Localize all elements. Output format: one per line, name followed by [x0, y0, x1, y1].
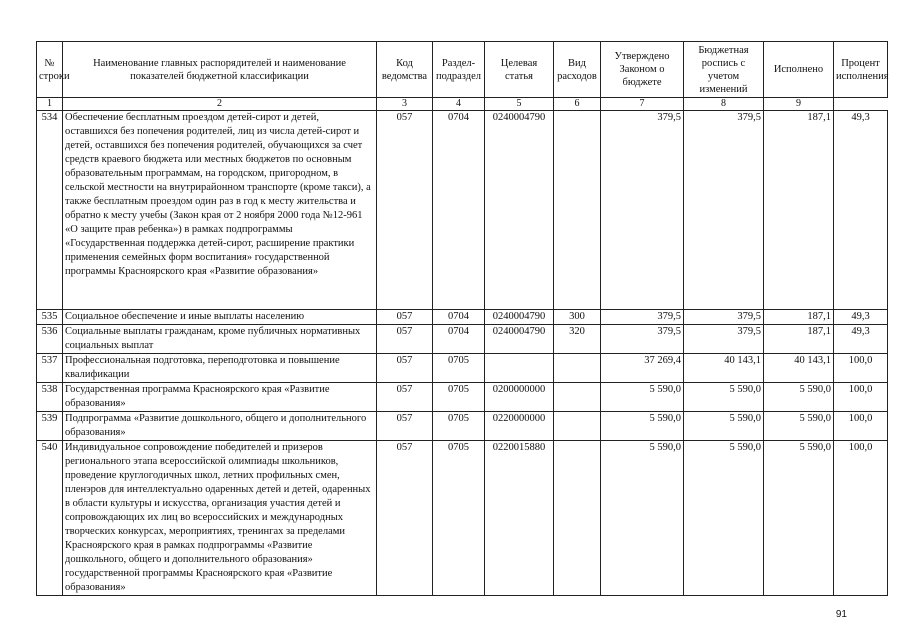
row-target-item: 0240004790: [485, 325, 554, 354]
row-target-item: [485, 354, 554, 383]
row-executed: 187,1: [764, 111, 834, 310]
row-number: 536: [37, 325, 63, 354]
header-row: [37, 42, 888, 98]
header-percent: Процент исполнения: [834, 42, 888, 98]
row-name: Профессиональная подготовка, переподготовка и повышение квалификации: [63, 354, 377, 383]
header-target-item: Целевая статья: [485, 42, 554, 98]
header-budget-schedule: Бюджетная роспись с учетом изменений: [684, 42, 764, 98]
header-expense-type: Вид расходов: [554, 42, 601, 98]
header-executed: Исполнено: [764, 42, 834, 98]
row-dept-code: 057: [377, 354, 433, 383]
page-number: 91: [835, 609, 847, 620]
header-dept-code: Код ведомства: [377, 42, 433, 98]
row-budget-schedule: 40 143,1: [684, 354, 764, 383]
table-row: [37, 111, 888, 310]
row-percent: 100,0: [834, 383, 888, 412]
row-target-item: 0220015880: [485, 441, 554, 596]
row-section: 0705: [433, 383, 485, 412]
header-name: Наименование главных распорядителей и наименование показателей бюджетной классификации: [63, 42, 377, 98]
row-number: 534: [37, 111, 63, 310]
row-budget-schedule: 379,5: [684, 325, 764, 354]
column-number: 8: [684, 98, 764, 111]
row-approved: 5 590,0: [601, 441, 684, 596]
column-number: 5: [485, 98, 554, 111]
row-expense-type: 300: [554, 310, 601, 325]
row-name: Подпрограмма «Развитие дошкольного, общего и дополнительного образования»: [63, 412, 377, 441]
row-dept-code: 057: [377, 441, 433, 596]
column-number: 7: [601, 98, 684, 111]
row-name: Обеспечение бесплатным проездом детей-сирот и детей, оставшихся без попечения родителей, лиц из числа детей-сирот и детей, оставшихся без попечения родителей, обучающихся за счет средств краевого бюджета или местных бюджетов по основным образовательным программам, на городском, пригородном, в сельской местности на внутрирайонном транспорте (кроме такси), а также бесплатным проездом один раз в год к месту жительства и обратно к месту учебы (Закон края от 2 ноября 2000 года №12-961 «О защите прав ребенка») в рамках подпрограммы «Государственная поддержка детей-сирот, расширение практики применения семейных форм воспитания» государственной программы Красноярского края «Развитие образования»: [63, 111, 377, 310]
column-number: 2: [63, 98, 377, 111]
row-expense-type: [554, 412, 601, 441]
row-dept-code: 057: [377, 412, 433, 441]
row-dept-code: 057: [377, 383, 433, 412]
row-dept-code: 057: [377, 111, 433, 310]
row-percent: 100,0: [834, 441, 888, 596]
row-expense-type: [554, 383, 601, 412]
budget-execution-table: [36, 41, 888, 596]
row-number: 539: [37, 412, 63, 441]
row-percent: 100,0: [834, 412, 888, 441]
row-expense-type: [554, 111, 601, 310]
row-percent: 49,3: [834, 325, 888, 354]
row-approved: 5 590,0: [601, 412, 684, 441]
row-section: 0705: [433, 412, 485, 441]
header-row-no: № строки: [37, 42, 63, 98]
row-executed: 5 590,0: [764, 383, 834, 412]
row-target-item: 0240004790: [485, 111, 554, 310]
row-budget-schedule: 5 590,0: [684, 441, 764, 596]
row-target-item: 0200000000: [485, 383, 554, 412]
row-budget-schedule: 5 590,0: [684, 412, 764, 441]
column-number: 4: [433, 98, 485, 111]
row-expense-type: [554, 354, 601, 383]
table-row: [37, 354, 888, 383]
row-executed: 40 143,1: [764, 354, 834, 383]
row-budget-schedule: 379,5: [684, 310, 764, 325]
row-percent: 49,3: [834, 111, 888, 310]
row-name: Индивидуальное сопровождение победителей и призеров регионального этапа всероссийской олимпиады школьников, проведение круглогодичных школ, летних профильных смен, пленэров для интеллектуально одаренных детей и детей, одаренных в области культуры и искусства, организация участия детей и сопровождающих их лиц во всероссийских и международных творческих конкурсах, мероприятиях, тренингах за пределами Красноярского края в рамках подпрограммы «Развитие дошкольного, общего и дополнительного образования» государственной программы Красноярского края «Развитие образования»: [63, 441, 377, 596]
row-section: 0704: [433, 325, 485, 354]
row-number: 537: [37, 354, 63, 383]
column-number: 6: [554, 98, 601, 111]
table-row: [37, 310, 888, 325]
table-row: [37, 441, 888, 596]
row-dept-code: 057: [377, 310, 433, 325]
row-number: 535: [37, 310, 63, 325]
row-percent: 100,0: [834, 354, 888, 383]
row-number: 538: [37, 383, 63, 412]
row-approved: 379,5: [601, 111, 684, 310]
row-number: 540: [37, 441, 63, 596]
column-number-row: [37, 98, 888, 111]
row-approved: 37 269,4: [601, 354, 684, 383]
row-section: 0705: [433, 354, 485, 383]
row-section: 0704: [433, 310, 485, 325]
column-number: 1: [37, 98, 63, 111]
row-expense-type: 320: [554, 325, 601, 354]
row-section: 0704: [433, 111, 485, 310]
row-percent: 49,3: [834, 310, 888, 325]
row-executed: 5 590,0: [764, 441, 834, 596]
row-target-item: 0220000000: [485, 412, 554, 441]
table-row: [37, 325, 888, 354]
column-number: 9: [764, 98, 834, 111]
table-row: [37, 383, 888, 412]
row-approved: 379,5: [601, 325, 684, 354]
row-expense-type: [554, 441, 601, 596]
row-name: Государственная программа Красноярского края «Развитие образования»: [63, 383, 377, 412]
row-name: Социальные выплаты гражданам, кроме публичных нормативных социальных выплат: [63, 325, 377, 354]
row-budget-schedule: 379,5: [684, 111, 764, 310]
row-approved: 379,5: [601, 310, 684, 325]
header-approved: Утверждено Законом о бюджете: [601, 42, 684, 98]
row-dept-code: 057: [377, 325, 433, 354]
column-number: 3: [377, 98, 433, 111]
row-name: Социальное обеспечение и иные выплаты населению: [63, 310, 377, 325]
row-budget-schedule: 5 590,0: [684, 383, 764, 412]
row-target-item: 0240004790: [485, 310, 554, 325]
header-section: Раздел-подраздел: [433, 42, 485, 98]
row-executed: 187,1: [764, 310, 834, 325]
row-section: 0705: [433, 441, 485, 596]
table-row: [37, 412, 888, 441]
row-approved: 5 590,0: [601, 383, 684, 412]
row-executed: 187,1: [764, 325, 834, 354]
row-executed: 5 590,0: [764, 412, 834, 441]
